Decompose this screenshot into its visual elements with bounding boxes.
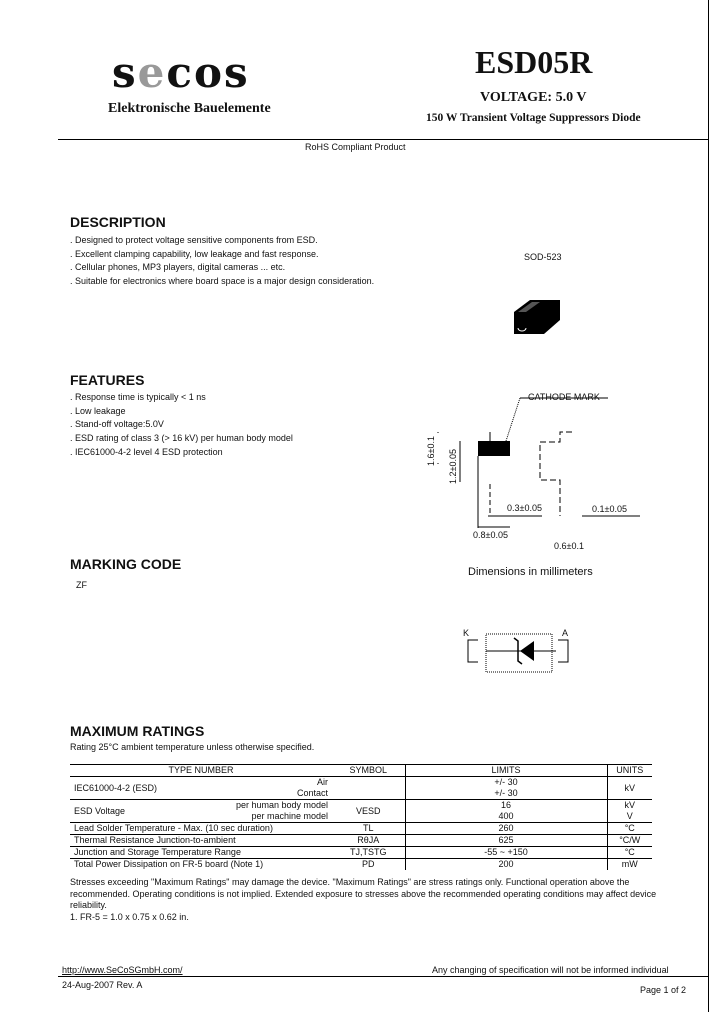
package-name: SOD-523 (524, 252, 562, 262)
table-row: Air Contact IEC61000-4-2 (ESD) +/- 30 +/- 30 kV (70, 777, 652, 800)
table-row: per human body model per machine model ESD Voltage VESD 16 400 kV V (70, 800, 652, 823)
list-item: . Response time is typically < 1 ns (70, 392, 206, 402)
anode-label: A (562, 628, 569, 638)
dim-lead-thickness: 0.1±0.05 (592, 504, 627, 514)
table-row: Total Power Dissipation on FR-5 board (Note 1) PD 200 mW (70, 859, 652, 871)
ratings-table (70, 764, 652, 870)
secos-logo: secos (112, 48, 250, 97)
list-item: . Suitable for electronics where board space is a major design consideration. (70, 276, 375, 287)
dim-body-length: 1.2±0.05 (448, 449, 458, 484)
table-row: Lead Solder Temperature - Max. (10 sec duration) TL 260 °C (70, 823, 652, 835)
website-link[interactable]: http://www.SeCoSGmbH.com/ (62, 965, 183, 975)
list-item: . Low leakage (70, 405, 126, 416)
description-list (70, 234, 374, 289)
features-heading: FEATURES (70, 372, 145, 388)
change-notice: Any changing of specification will not be informed individual (432, 965, 669, 975)
ratings-notes (70, 877, 690, 923)
part-description: 150 W Transient Voltage Suppressors Diode (426, 112, 641, 124)
ratings-subtitle: Rating 25°C ambient temperature unless otherwise specified. (70, 742, 315, 752)
part-number: ESD05R (475, 44, 593, 80)
features-list (70, 391, 293, 460)
dims-caption: Dimensions in millimeters (468, 566, 593, 578)
footnote-1: 1. FR-5 = 1.0 x 0.75 x 0.62 in. (70, 911, 189, 922)
footer-divider (58, 976, 708, 977)
description-heading: DESCRIPTION (70, 214, 166, 230)
list-item: . Designed to protect voltage sensitive components from ESD. (70, 235, 318, 245)
list-item: . Stand-off voltage:5.0V (70, 419, 164, 430)
list-item: . IEC61000-4-2 level 4 ESD protection (70, 446, 223, 457)
right-border (708, 0, 709, 1012)
stress-note: Stresses exceeding "Maximum Ratings" may damage the device. "Maximum Ratings" are stress ratings only. Functional operation above the recommended. Operating conditions is not implied. Extended exposure to stresses above the recommended operating conditions may affect device reliability. (70, 877, 657, 910)
voltage-rating: VOLTAGE: 5.0 V (480, 90, 587, 105)
cathode-label: K (463, 628, 470, 638)
table-header: TYPE NUMBER SYMBOL LIMITS UNITS (70, 765, 652, 777)
list-item: . ESD rating of class 3 (> 16 kV) per human body model (70, 433, 293, 444)
list-item: . Excellent clamping capability, low leakage and fast response. (70, 248, 319, 259)
dim-total-length: 1.6±0.1 (426, 436, 436, 466)
page-number: Page 1 of 2 (640, 985, 687, 995)
package-image (510, 290, 570, 340)
dim-height: 0.6±0.1 (554, 541, 584, 551)
header-divider (58, 139, 708, 140)
rohs-note: RoHS Compliant Product (305, 142, 406, 152)
table-row: Junction and Storage Temperature Range TJ,TSTG -55 ~ +150 °C (70, 847, 652, 859)
list-item: . Cellular phones, MP3 players, digital cameras ... etc. (70, 262, 286, 273)
dim-body-width: 0.8±0.05 (473, 530, 508, 540)
revision-date: 24-Aug-2007 Rev. A (62, 980, 143, 990)
marking-heading: MARKING CODE (70, 556, 182, 572)
diode-symbol-icon (460, 630, 580, 680)
marking-code: ZF (76, 580, 87, 590)
ratings-heading: MAXIMUM RATINGS (70, 723, 205, 739)
company-tagline: Elektronische Bauelemente (108, 101, 271, 116)
dim-lead-width: 0.3±0.05 (507, 503, 542, 513)
cathode-mark-label: CATHODE MARK (528, 392, 600, 402)
table-row: Thermal Resistance Junction-to-ambient RθJA 625 °C/W (70, 835, 652, 847)
